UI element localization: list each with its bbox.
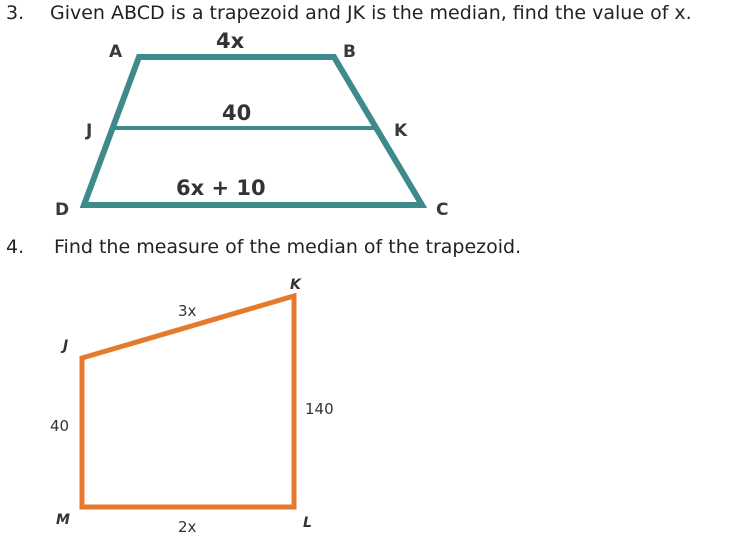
vertex-j-label: J <box>63 338 69 354</box>
top-side-label: 3x <box>178 302 197 320</box>
vertex-c-label: C <box>436 200 449 220</box>
problem-3-question: Given ABCD is a trapezoid and JK is the median, find the value of x. <box>50 2 692 24</box>
point-j-label: J <box>86 121 93 141</box>
trapezoid-abcd-figure <box>55 29 448 220</box>
bottom-base-label: 6x + 10 <box>176 176 266 200</box>
point-k-label: K <box>394 121 408 141</box>
problem-4-question: Find the measure of the median of the trapezoid. <box>54 236 522 258</box>
bottom-side-label: 2x <box>178 518 197 536</box>
vertex-d-label: D <box>55 200 70 220</box>
problem-4-number: 4. <box>6 236 25 258</box>
vertex-a-label: A <box>109 42 123 62</box>
vertex-l-label: L <box>303 515 312 531</box>
vertex-m-label: M <box>56 512 70 528</box>
problem-3-number: 3. <box>6 2 25 24</box>
vertex-k-label: K <box>290 277 301 293</box>
vertex-b-label: B <box>343 42 356 62</box>
right-side-label: 140 <box>305 400 334 418</box>
left-side-label: 40 <box>50 417 70 435</box>
median-value-label: 40 <box>222 101 252 125</box>
trapezoid-jklm-outline <box>82 296 294 507</box>
trapezoid-jklm-figure <box>50 277 334 536</box>
top-base-label: 4x <box>216 29 245 53</box>
